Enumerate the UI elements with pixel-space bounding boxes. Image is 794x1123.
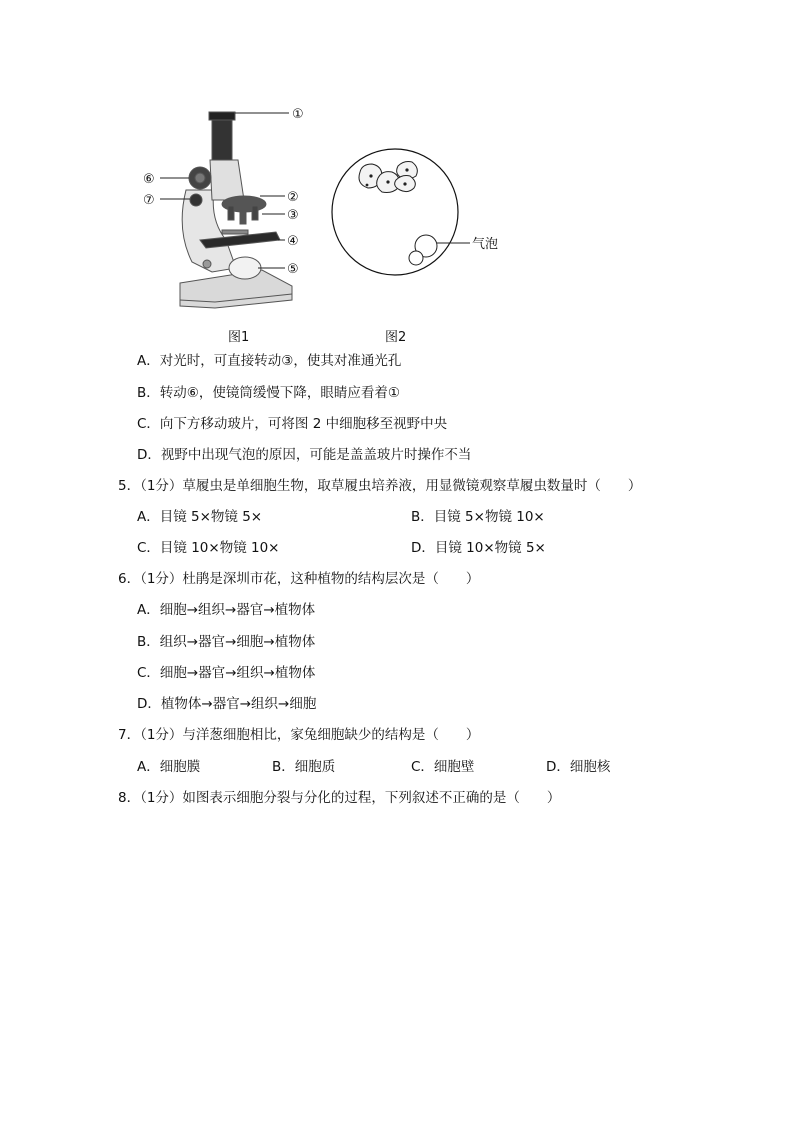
q5-option-c: C．目镜 10×物镜 10×	[137, 540, 280, 556]
fig2-caption: 图2	[385, 330, 407, 345]
q5-option-b: B．目镜 5×物镜 10×	[411, 509, 545, 525]
label-5: ⑤	[287, 262, 299, 277]
q8-stem: 8．（1分）如图表示细胞分裂与分化的过程，下列叙述不正确的是（ ）	[118, 790, 561, 806]
q5-stem: 5．（1分）草履虫是单细胞生物，取草履虫培养液，用显微镜观察草履虫数量时（ ）	[118, 478, 642, 494]
q7-option-a: A．细胞膜	[137, 759, 201, 775]
bubble-label: 气泡	[472, 237, 499, 252]
label-4: ④	[287, 234, 299, 249]
microscope-illustration	[180, 112, 292, 308]
label-6: ⑥	[143, 172, 155, 187]
label-1: ①	[292, 107, 304, 122]
q4-option-a: A．对光时，可直接转动③，使其对准通光孔	[137, 353, 402, 369]
label-7: ⑦	[143, 193, 155, 208]
figure-area	[0, 0, 794, 350]
field-of-view	[332, 149, 498, 275]
q7-option-b: B．细胞质	[272, 759, 336, 775]
fig1-caption: 图1	[228, 330, 250, 345]
q6-stem: 6．（1分）杜鹃是深圳市花，这种植物的结构层次是（ ）	[118, 571, 480, 587]
label-2: ②	[287, 190, 299, 205]
q6-option-d: D．植物体→器官→组织→细胞	[137, 696, 317, 712]
q7-option-c: C．细胞壁	[411, 759, 475, 775]
q7-stem: 7．（1分）与洋葱细胞相比，家兔细胞缺少的结构是（ ）	[118, 727, 480, 743]
q6-option-c: C．细胞→器官→组织→植物体	[137, 665, 316, 681]
microscope-figures	[0, 0, 794, 350]
label-3: ③	[287, 208, 299, 223]
q6-option-b: B．组织→器官→细胞→植物体	[137, 634, 316, 650]
q4-option-c: C．向下方移动玻片，可将图 2 中细胞移至视野中央	[137, 416, 448, 432]
q4-option-b: B．转动⑥，使镜筒缓慢下降，眼睛应看着①	[137, 385, 400, 401]
q7-option-d: D．细胞核	[546, 759, 611, 775]
q4-option-d: D．视野中出现气泡的原因，可能是盖盖玻片时操作不当	[137, 447, 472, 463]
q6-option-a: A．细胞→组织→器官→植物体	[137, 602, 316, 618]
q5-option-d: D．目镜 10×物镜 5×	[411, 540, 546, 556]
q5-option-a: A．目镜 5×物镜 5×	[137, 509, 263, 525]
